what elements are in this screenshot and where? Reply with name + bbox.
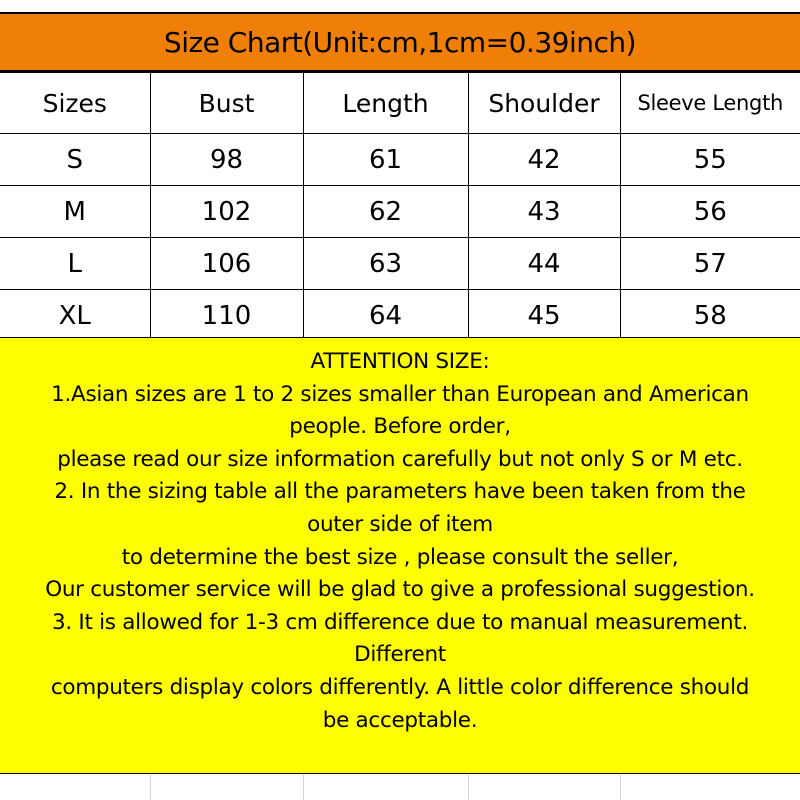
notice-line: computers display colors differently. A little color difference should xyxy=(50,674,750,700)
table-cell: 45 xyxy=(468,290,620,342)
attention-notice xyxy=(0,337,800,774)
table-cell: 63 xyxy=(303,238,468,290)
table-row xyxy=(0,134,800,186)
table-cell: M xyxy=(0,186,150,238)
table-cell: 61 xyxy=(303,134,468,186)
size-table xyxy=(0,72,800,342)
table-cell: 43 xyxy=(468,186,620,238)
notice-line: Our customer service will be glad to give a professional suggestion. xyxy=(45,577,755,603)
header-length: Length xyxy=(303,73,468,134)
header-shoulder: Shoulder xyxy=(468,73,620,134)
table-cell: 57 xyxy=(620,238,800,290)
notice-line: 1.Asian sizes are 1 to 2 sizes smaller than European and American xyxy=(51,381,749,407)
table-cell: S xyxy=(0,134,150,186)
table-cell: 102 xyxy=(150,186,303,238)
table-cell: 64 xyxy=(303,290,468,342)
table-cell: 110 xyxy=(150,290,303,342)
notice-line: to determine the best size , please consult the seller, xyxy=(121,544,679,570)
table-cell: 44 xyxy=(468,238,620,290)
table-cell: 98 xyxy=(150,134,303,186)
table-header-row xyxy=(0,73,800,134)
notice-heading: ATTENTION SIZE: xyxy=(310,349,490,374)
grid-line xyxy=(303,774,304,800)
table-row xyxy=(0,186,800,238)
grid-line xyxy=(468,774,469,800)
table-cell: 106 xyxy=(150,238,303,290)
table-cell: 42 xyxy=(468,134,620,186)
table-cell: 56 xyxy=(620,186,800,238)
notice-line: outer side of item xyxy=(307,511,493,537)
notice-line: Different xyxy=(354,642,446,668)
table-row xyxy=(0,290,800,342)
table-cell: L xyxy=(0,238,150,290)
grid-line xyxy=(620,774,621,800)
table-cell: XL xyxy=(0,290,150,342)
header-bust: Bust xyxy=(150,73,303,134)
table-cell: 62 xyxy=(303,186,468,238)
notice-line: please read our size information carefully but not only S or M etc. xyxy=(57,446,743,472)
header-sizes: Sizes xyxy=(0,73,150,134)
grid-line xyxy=(150,774,151,800)
size-chart-title: Size Chart(Unit:cm,1cm=0.39inch) xyxy=(0,12,800,72)
header-sleeve-length: Sleeve Length xyxy=(620,73,800,134)
table-row xyxy=(0,238,800,290)
table-cell: 55 xyxy=(620,134,800,186)
notice-line: be acceptable. xyxy=(322,707,478,733)
notice-line: 3. It is allowed for 1-3 cm difference due to manual measurement. xyxy=(51,609,748,635)
table-cell: 58 xyxy=(620,290,800,342)
notice-line: people. Before order, xyxy=(289,414,511,440)
notice-line: 2. In the sizing table all the parameters have been taken from the xyxy=(54,479,746,505)
